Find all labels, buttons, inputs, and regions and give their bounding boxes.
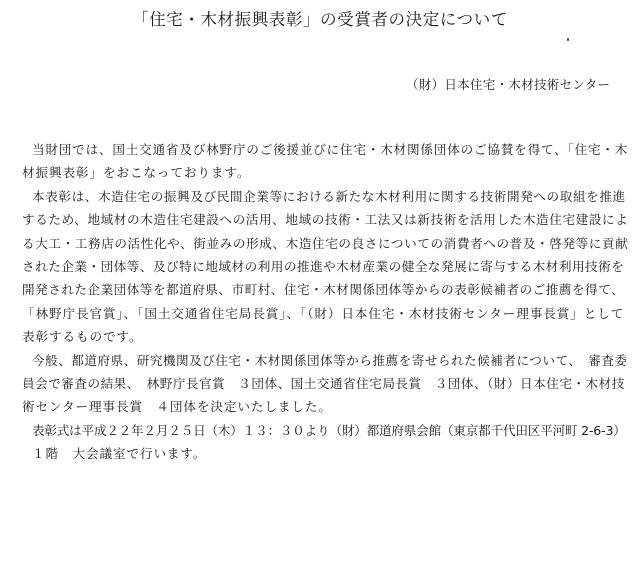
paragraph-line: 「林野庁長官賞」、「国土交通省住宅局長賞」、「（財）日本住宅・木材技術センター理事長賞」として <box>22 305 625 321</box>
paragraph-line: するため、地域材の木造住宅建設への活用、地域の技術・工法又は新技術を活用した木造住宅建設によ <box>22 212 629 228</box>
paragraph-line: 今般、都道府県、研究機関及び住宅・木材関係団体等から推薦を寄せられた候補者について、 審査委 <box>32 352 628 368</box>
paragraph-line: された企業・団体等、及び特に地域材の利用の推進や木材産業の健全な発展に寄与する木材利用技術を <box>22 258 625 274</box>
paragraph-line: 表彰式は平成２２年２月２５日（木）１３：３０より（財）都道府県会館（東京都千代田区平河町 2-6-3） <box>32 422 626 438</box>
paragraph-line: 術センター理事長賞 ４団体を決定いたしました。 <box>22 399 332 415</box>
scan-speck <box>567 38 569 41</box>
paragraph-line: 開発された企業団体等を都道府県、市町村、住宅・木材関係団体等からの表彰候補者のご推薦を得て、 <box>22 282 625 298</box>
issuer-name: （財）日本住宅・木材技術センター <box>406 77 611 92</box>
paragraph-line: 材振興表彰」をおこなっております。 <box>22 165 251 181</box>
paragraph-line: １階 大会議室で行います。 <box>32 446 207 462</box>
document-body <box>18 138 628 465</box>
document-title: 「住宅・木材振興表彰」の受賞者の決定について <box>132 10 508 29</box>
paragraph-line: 員会で審査の結果、 林野庁長官賞 ３団体、国土交通省住宅局長賞 ３団体、（財）日本住宅・木材技 <box>22 375 625 391</box>
paragraph-line: 表彰するものです。 <box>22 329 143 345</box>
paragraph-line: る大工・工務店の活性化や、街並みの形成、木造住宅の良さについての消費者への普及・啓発等に貢献 <box>22 235 629 251</box>
paragraph-line: 当財団では、国土交通省及び林野庁のご後援並びに住宅・木材関係団体のご協賛を得て、「住宅・木 <box>32 142 629 157</box>
paragraph-line: 本表彰は、木造住宅の振興及び民間企業等における新たな木材利用に関する技術開発への取組を推進 <box>32 188 626 204</box>
